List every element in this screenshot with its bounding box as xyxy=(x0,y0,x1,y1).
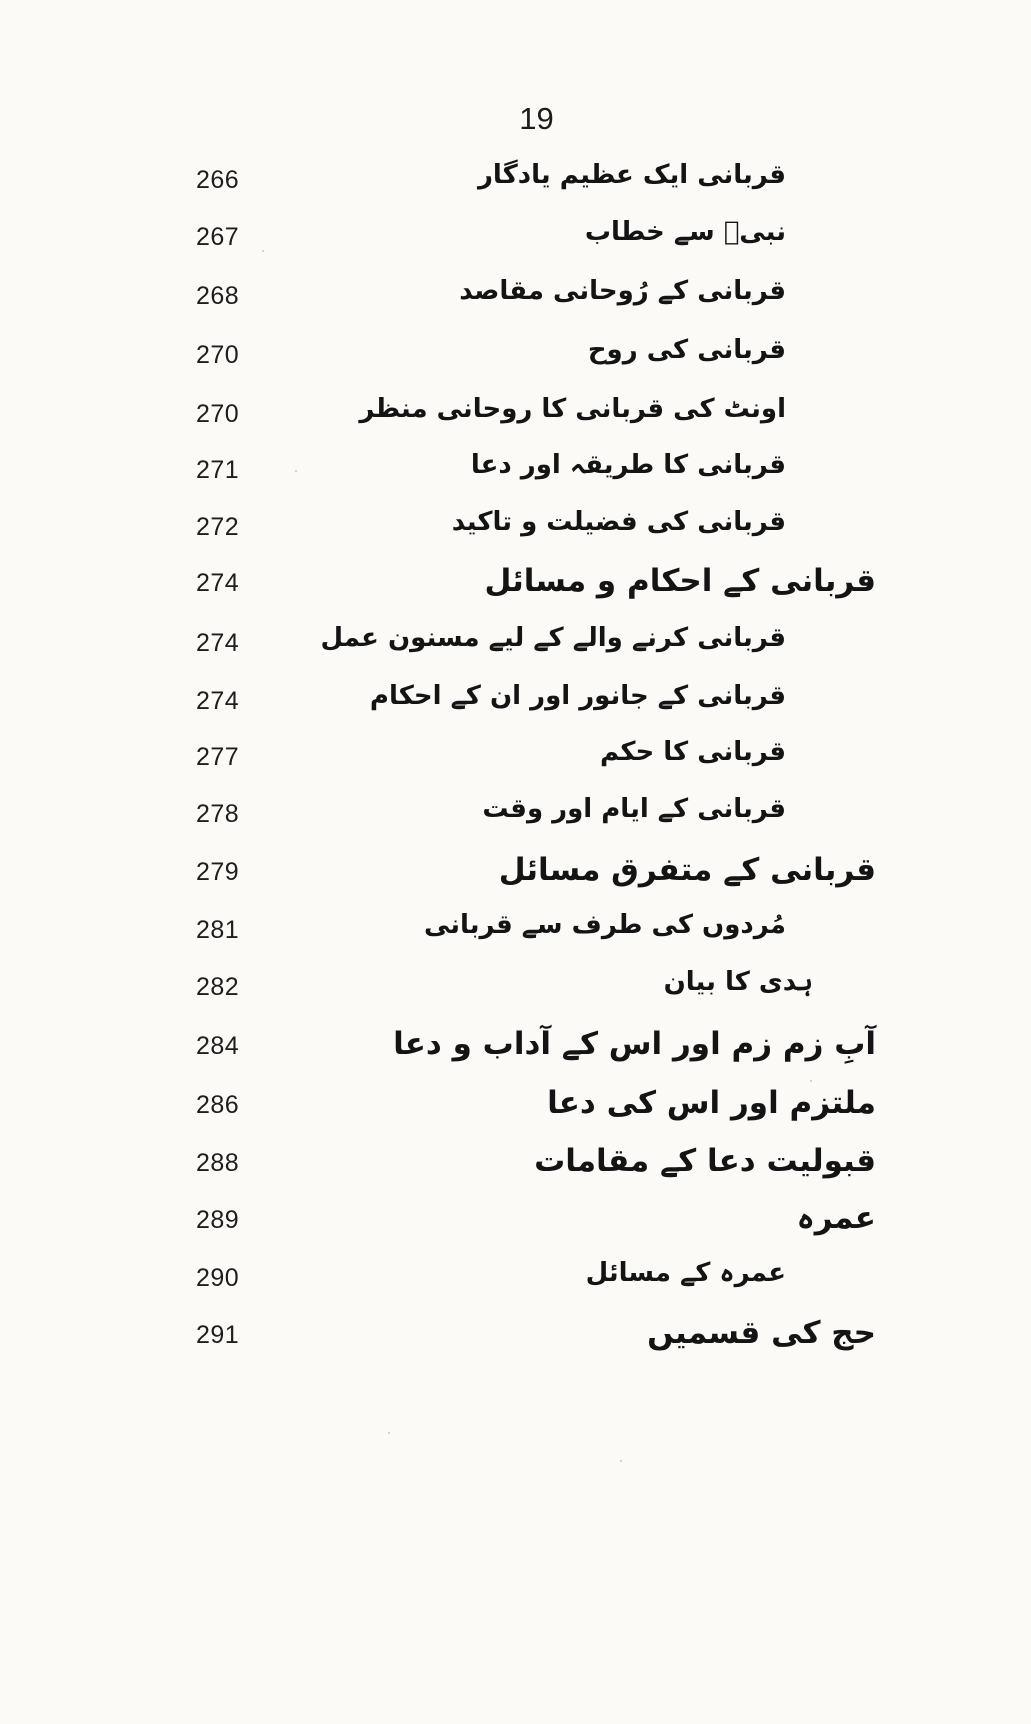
toc-entry-title: قربانی ایک عظیم یادگار xyxy=(477,160,786,190)
page-number: 19 xyxy=(519,101,554,136)
toc-entry xyxy=(0,908,1031,958)
toc-entry-page: 282 xyxy=(196,973,240,1001)
toc-entry xyxy=(0,1313,1031,1363)
toc-entry xyxy=(0,1256,1031,1306)
toc-entry-title: ملتزم اور اس کی دعا xyxy=(547,1085,876,1121)
toc-entry-title: قربانی کے احکام و مسائل xyxy=(484,563,876,599)
toc-entry-page: 270 xyxy=(196,341,240,369)
toc-entry xyxy=(0,1198,1031,1248)
toc-entry-title: مُردوں کی طرف سے قربانی xyxy=(423,910,786,940)
toc-entry-page: 281 xyxy=(196,916,240,944)
toc-entry xyxy=(0,215,1031,265)
toc-entry xyxy=(0,1083,1031,1133)
toc-entry-page: 272 xyxy=(196,513,240,541)
table-of-contents xyxy=(0,158,1031,1498)
paper-speck xyxy=(620,1460,622,1462)
toc-entry-page: 291 xyxy=(196,1321,240,1349)
toc-entry-page: 288 xyxy=(196,1149,240,1177)
toc-entry-page: 266 xyxy=(196,166,240,194)
toc-entry-title: قربانی کے رُوحانی مقاصد xyxy=(459,276,786,306)
toc-entry-title: قربانی کے جانور اور ان کے احکام xyxy=(369,681,786,711)
paper-speck xyxy=(388,1432,390,1434)
toc-entry xyxy=(0,735,1031,785)
toc-entry-page: 290 xyxy=(196,1264,240,1292)
toc-entry xyxy=(0,505,1031,555)
toc-entry-title: قربانی کا حکم xyxy=(599,737,786,767)
toc-entry-page: 278 xyxy=(196,800,240,828)
toc-entry xyxy=(0,448,1031,498)
toc-entry xyxy=(0,561,1031,611)
toc-entry xyxy=(0,679,1031,729)
toc-entry-title: حج کی قسمیں xyxy=(647,1315,876,1351)
toc-entry-page: 274 xyxy=(196,687,240,715)
toc-entry-page: 289 xyxy=(196,1206,240,1234)
toc-entry xyxy=(0,392,1031,442)
toc-entry xyxy=(0,792,1031,842)
paper-speck xyxy=(810,1080,812,1082)
toc-entry-page: 274 xyxy=(196,629,240,657)
toc-entry xyxy=(0,850,1031,900)
toc-entry-title: ہدی کا بیان xyxy=(663,967,813,997)
toc-entry xyxy=(0,965,1031,1015)
toc-entry xyxy=(0,333,1031,383)
toc-entry xyxy=(0,158,1031,208)
toc-entry-title: قربانی کے متفرق مسائل xyxy=(498,852,876,888)
toc-entry-title: قربانی کرنے والے کے لیے مسنون عمل xyxy=(320,623,786,653)
toc-entry-title: قربانی کی فضیلت و تاکید xyxy=(451,507,786,537)
toc-entry-title: عمرہ کے مسائل xyxy=(585,1258,786,1288)
toc-entry-page: 270 xyxy=(196,400,240,428)
toc-entry-page: 271 xyxy=(196,456,240,484)
toc-entry-title: اونٹ کی قربانی کا روحانی منظر xyxy=(359,394,786,424)
toc-entry-title: قربانی کا طریقہ اور دعا xyxy=(470,450,786,480)
toc-entry-page: 277 xyxy=(196,743,240,771)
toc-entry-page: 284 xyxy=(196,1032,240,1060)
toc-entry-title: نبیؐ سے خطاب xyxy=(584,217,786,247)
toc-entry xyxy=(0,621,1031,671)
toc-entry-title: قبولیت دعا کے مقامات xyxy=(534,1143,876,1179)
toc-entry xyxy=(0,1024,1031,1074)
toc-entry-title: قربانی کے ایام اور وقت xyxy=(482,794,786,824)
toc-entry-page: 274 xyxy=(196,569,240,597)
toc-entry-page: 267 xyxy=(196,223,240,251)
toc-entry xyxy=(0,1141,1031,1191)
paper-speck xyxy=(262,250,264,252)
toc-entry-title: قربانی کی روح xyxy=(587,335,786,365)
paper-speck xyxy=(295,470,297,472)
toc-entry-page: 268 xyxy=(196,282,240,310)
toc-entry-title: عمرہ xyxy=(796,1200,876,1236)
toc-entry-title: آبِ زم زم اور اس کے آداب و دعا xyxy=(393,1026,876,1062)
toc-entry-page: 286 xyxy=(196,1091,240,1119)
toc-entry-page: 279 xyxy=(196,858,240,886)
toc-entry xyxy=(0,274,1031,324)
